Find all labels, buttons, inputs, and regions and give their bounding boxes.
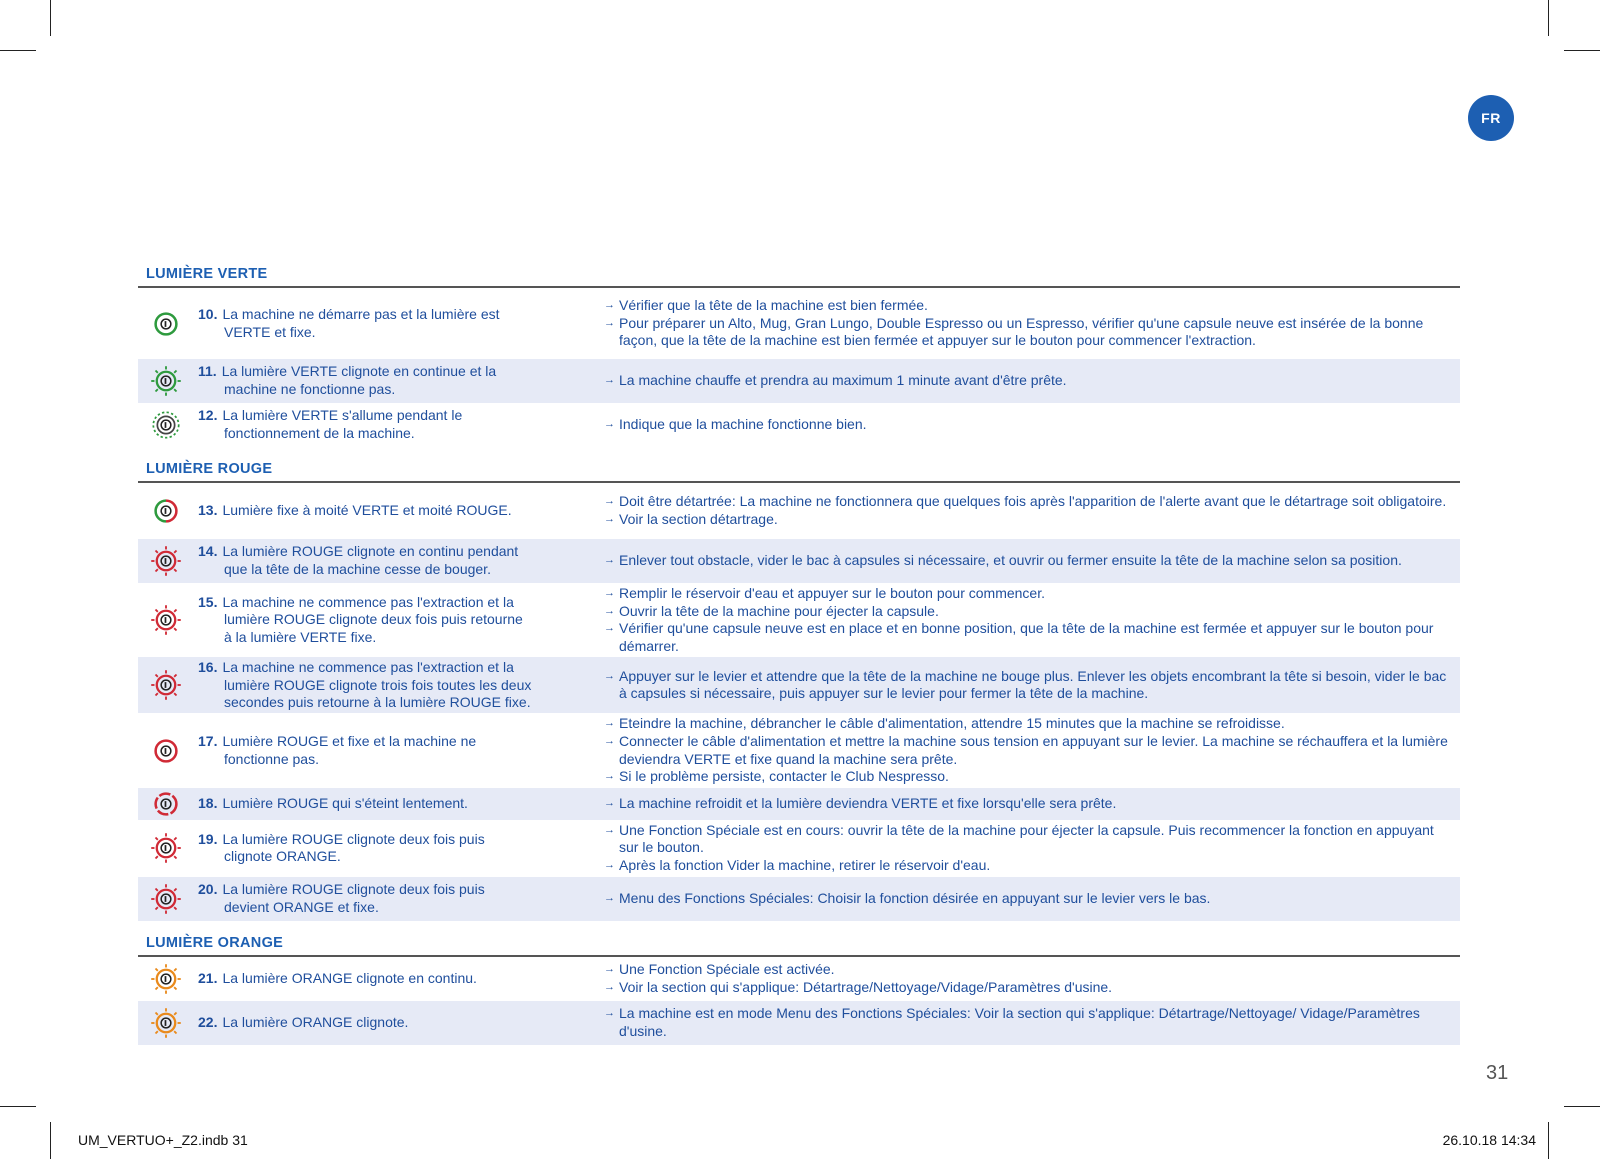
arrow-right-icon: → bbox=[604, 962, 615, 975]
table-row bbox=[138, 1001, 1460, 1045]
table-row bbox=[138, 403, 1460, 447]
problem-description bbox=[194, 363, 604, 398]
solution-item bbox=[604, 620, 1454, 655]
arrow-right-icon: → bbox=[604, 770, 615, 783]
table-row bbox=[138, 359, 1460, 403]
problem-number: 20. bbox=[198, 880, 218, 897]
problem-text: fonctionne pas. bbox=[224, 750, 319, 767]
problem-number: 13. bbox=[198, 502, 218, 519]
solution-item bbox=[604, 552, 1454, 570]
problem-number: 14. bbox=[198, 543, 218, 560]
table-row bbox=[138, 788, 1460, 820]
green-red-light-icon bbox=[138, 496, 194, 526]
table-row bbox=[138, 483, 1460, 539]
solution-item bbox=[604, 979, 1454, 997]
solution-text: Connecter le câble d'alimentation et mettre la machine sous tension en appuyant sur le levier. La machine se réchauffera et la lumière deviendra VERTE et fixe quand la machine sera prête. bbox=[619, 732, 1448, 767]
red-blink-icon bbox=[138, 884, 194, 914]
solution-item bbox=[604, 493, 1454, 511]
solution-text: Indique que la machine fonctionne bien. bbox=[619, 416, 867, 433]
problem-text: La machine ne commence pas l'extraction et la bbox=[222, 593, 514, 610]
problem-description bbox=[194, 306, 604, 341]
solution-text: Menu des Fonctions Spéciales: Choisir la fonction désirée en appuyant sur le levier vers le bas. bbox=[619, 889, 1211, 906]
arrow-right-icon: → bbox=[604, 587, 615, 599]
arrow-right-icon: → bbox=[604, 734, 615, 747]
red-blink-icon bbox=[138, 833, 194, 863]
solution-item bbox=[604, 715, 1454, 733]
solution-item bbox=[604, 585, 1454, 603]
solution-item bbox=[604, 768, 1454, 786]
solution-item bbox=[604, 822, 1454, 857]
problem-text: fonctionnement de la machine. bbox=[224, 425, 415, 441]
arrow-right-icon: → bbox=[604, 669, 615, 682]
table-row bbox=[138, 957, 1460, 1001]
solution-text: Une Fonction Spéciale est en cours: ouvrir la tête de la machine pour éjecter la capsule. Puis recommencer la fonction en appuyant sur le bouton. bbox=[619, 821, 1434, 856]
arrow-right-icon: → bbox=[604, 604, 615, 617]
problem-text: Lumière ROUGE et fixe et la machine ne bbox=[222, 732, 477, 749]
arrow-right-icon: → bbox=[604, 796, 615, 809]
problem-text: clignote ORANGE. bbox=[224, 848, 341, 865]
solution-item bbox=[604, 603, 1454, 621]
solution-item bbox=[604, 511, 1454, 529]
solution-text: Enlever tout obstacle, vider le bac à capsules si nécessaire, et ouvrir ou fermer ensuite la tête de la machine selon sa position. bbox=[619, 552, 1402, 569]
solution-list bbox=[604, 820, 1460, 877]
problem-text: La lumière VERTE s'allume pendant le bbox=[222, 407, 463, 424]
arrow-right-icon: → bbox=[604, 858, 615, 871]
arrow-right-icon: → bbox=[604, 554, 615, 567]
solution-list bbox=[604, 959, 1460, 998]
solution-list bbox=[604, 713, 1460, 787]
problem-description bbox=[194, 543, 604, 578]
arrow-right-icon: → bbox=[604, 513, 615, 525]
table-row bbox=[138, 583, 1460, 657]
solution-item bbox=[604, 668, 1454, 703]
solution-text: Après la fonction Vider la machine, retirer le réservoir d'eau. bbox=[619, 856, 991, 873]
solution-text: Vérifier que la tête de la machine est bien fermée. bbox=[619, 297, 928, 314]
solution-list bbox=[604, 888, 1460, 910]
problem-text: lumière ROUGE clignote trois fois toutes les deux bbox=[224, 676, 532, 693]
crop-mark bbox=[0, 50, 36, 51]
red-blink-icon bbox=[138, 605, 194, 635]
section-title: LUMIÈRE ROUGE bbox=[138, 457, 1460, 483]
solution-text: Doit être détartrée: La machine ne fonctionnera que quelques fois après l'apparition de l'alerte avant que le détartrage soit obligatoire. bbox=[619, 493, 1447, 510]
solution-text: Remplir le réservoir d'eau et appuyer sur le bouton pour commencer. bbox=[619, 585, 1045, 601]
orange-blink-icon bbox=[138, 964, 194, 994]
solution-text: Si le problème persiste, contacter le Club Nespresso. bbox=[619, 768, 949, 785]
solution-item bbox=[604, 733, 1454, 768]
problem-text: La lumière ROUGE clignote deux fois puis bbox=[222, 830, 485, 847]
problem-description bbox=[194, 795, 604, 813]
problem-description bbox=[194, 659, 604, 712]
solution-text: Voir la section détartrage. bbox=[619, 511, 778, 527]
problem-text: La lumière VERTE clignote en continue et la bbox=[221, 363, 497, 380]
problem-number: 11. bbox=[198, 363, 217, 380]
red-fading-icon bbox=[138, 789, 194, 819]
solution-item bbox=[604, 416, 1454, 434]
crop-mark bbox=[1548, 1122, 1549, 1159]
solution-item bbox=[604, 890, 1454, 908]
orange-blink-icon bbox=[138, 1008, 194, 1038]
troubleshooting-table bbox=[138, 262, 1460, 1045]
red-blink-icon bbox=[138, 670, 194, 700]
problem-number: 10. bbox=[198, 305, 218, 322]
problem-number: 12. bbox=[198, 407, 218, 424]
red-light-icon bbox=[138, 736, 194, 766]
table-row bbox=[138, 288, 1460, 359]
problem-number: 17. bbox=[198, 732, 218, 749]
problem-text: Lumière fixe à moité VERTE et moité ROUGE. bbox=[222, 502, 512, 519]
solution-list bbox=[604, 666, 1460, 705]
problem-number: 16. bbox=[198, 658, 218, 675]
arrow-right-icon: → bbox=[604, 980, 615, 993]
page-number: 31 bbox=[1486, 1062, 1509, 1084]
problem-text: VERTE et fixe. bbox=[224, 323, 316, 340]
arrow-right-icon: → bbox=[604, 1006, 615, 1019]
solution-list bbox=[604, 295, 1460, 352]
solution-text: Eteindre la machine, débrancher le câble d'alimentation, attendre 15 minutes que la machine se refroidisse. bbox=[619, 715, 1285, 732]
arrow-right-icon: → bbox=[604, 418, 615, 431]
crop-mark bbox=[1548, 0, 1549, 36]
problem-text: La machine ne commence pas l'extraction et la bbox=[222, 658, 514, 675]
problem-number: 22. bbox=[198, 1013, 218, 1030]
problem-text: La lumière ROUGE clignote en continu pendant bbox=[222, 543, 519, 560]
solution-list bbox=[604, 793, 1460, 815]
solution-item bbox=[604, 857, 1454, 875]
solution-list bbox=[604, 583, 1460, 657]
problem-description bbox=[194, 733, 604, 768]
problem-number: 18. bbox=[198, 794, 218, 811]
footer-file-slug: UM_VERTUO+_Z2.indb 31 bbox=[78, 1132, 248, 1148]
section-title: LUMIÈRE ORANGE bbox=[138, 931, 1460, 957]
solution-text: Une Fonction Spéciale est activée. bbox=[619, 960, 835, 977]
problem-description bbox=[194, 502, 604, 520]
green-light-icon bbox=[138, 309, 194, 339]
crop-mark bbox=[0, 1106, 36, 1107]
footer-date-slug: 26.10.18 14:34 bbox=[1442, 1132, 1536, 1148]
green-blink-icon bbox=[138, 366, 194, 396]
problem-number: 21. bbox=[198, 969, 218, 986]
table-row bbox=[138, 820, 1460, 877]
table-row bbox=[138, 657, 1460, 713]
problem-description bbox=[194, 1014, 604, 1032]
crop-mark bbox=[50, 0, 51, 36]
solution-text: Pour préparer un Alto, Mug, Gran Lungo, Double Espresso ou un Espresso, vérifier qu'une capsule neuve est insérée de la bonne façon, que la tête de la machine est bien fermée et appuyer sur le bouton pour commencer l'extraction. bbox=[619, 314, 1424, 349]
solution-text: La machine est en mode Menu des Fonctions Spéciales: Voir la section qui s'applique: Détartrage/Nettoyage/ Vidage/Paramètres d'usine. bbox=[619, 1004, 1420, 1039]
problem-number: 19. bbox=[198, 830, 218, 847]
crop-mark bbox=[1564, 1106, 1600, 1107]
green-rotating-icon bbox=[138, 410, 194, 440]
solution-text: La machine refroidit et la lumière deviendra VERTE et fixe lorsqu'elle sera prête. bbox=[619, 794, 1117, 811]
problem-text: machine ne fonctionne pas. bbox=[224, 381, 396, 397]
solution-list bbox=[604, 414, 1460, 436]
language-badge: FR bbox=[1468, 95, 1514, 141]
table-row bbox=[138, 877, 1460, 921]
problem-description bbox=[194, 881, 604, 916]
problem-text: La machine ne démarre pas et la lumière est bbox=[222, 305, 500, 322]
solution-item bbox=[604, 1005, 1454, 1040]
solution-list bbox=[604, 491, 1460, 530]
table-row bbox=[138, 713, 1460, 787]
problem-description bbox=[194, 594, 604, 647]
problem-text: que la tête de la machine cesse de bouger. bbox=[224, 561, 491, 577]
problem-text: à la lumière VERTE fixe. bbox=[224, 628, 377, 645]
problem-text: La lumière ORANGE clignote en continu. bbox=[222, 969, 477, 986]
arrow-right-icon: → bbox=[604, 374, 615, 387]
solution-text: Voir la section qui s'applique: Détartrage/Nettoyage/Vidage/Paramètres d'usine. bbox=[619, 978, 1113, 995]
problem-text: secondes puis retourne à la lumière ROUGE fixe. bbox=[224, 694, 531, 711]
problem-description bbox=[194, 831, 604, 866]
crop-mark bbox=[1564, 50, 1600, 51]
solution-text: Vérifier qu'une capsule neuve est en place et en bonne position, que la tête de la machine est fermée et appuyer sur le bouton pour démarrer. bbox=[619, 620, 1434, 654]
problem-text: devient ORANGE et fixe. bbox=[224, 898, 379, 915]
solution-list bbox=[604, 370, 1460, 392]
arrow-right-icon: → bbox=[604, 316, 615, 329]
problem-description bbox=[194, 407, 604, 442]
table-row bbox=[138, 539, 1460, 583]
solution-item bbox=[604, 297, 1454, 315]
arrow-right-icon: → bbox=[604, 891, 615, 904]
solution-item bbox=[604, 372, 1454, 390]
arrow-right-icon: → bbox=[604, 299, 615, 312]
solution-text: La machine chauffe et prendra au maximum 1 minute avant d'être prête. bbox=[619, 372, 1067, 389]
problem-text: La lumière ORANGE clignote. bbox=[222, 1013, 409, 1030]
solution-item bbox=[604, 795, 1454, 813]
arrow-right-icon: → bbox=[604, 622, 615, 635]
problem-description bbox=[194, 970, 604, 988]
arrow-right-icon: → bbox=[604, 823, 615, 836]
problem-text: La lumière ROUGE clignote deux fois puis bbox=[222, 880, 485, 897]
solution-list bbox=[604, 550, 1460, 572]
problem-text: lumière ROUGE clignote deux fois puis retourne bbox=[224, 611, 523, 628]
crop-mark bbox=[50, 1122, 51, 1159]
solution-list bbox=[604, 1003, 1460, 1042]
arrow-right-icon: → bbox=[604, 495, 615, 508]
solution-item bbox=[604, 961, 1454, 979]
solution-item bbox=[604, 315, 1454, 350]
red-blink-icon bbox=[138, 546, 194, 576]
solution-text: Appuyer sur le levier et attendre que la tête de la machine ne bouge plus. Enlever les objets encombrant la tête si besoin, vider le bac à capsules si nécessaire, puis appuyer sur le levier pour fermer la tête de la machine. bbox=[619, 667, 1447, 702]
problem-text: Lumière ROUGE qui s'éteint lentement. bbox=[222, 794, 468, 811]
problem-number: 15. bbox=[198, 593, 218, 610]
solution-text: Ouvrir la tête de la machine pour éjecter la capsule. bbox=[619, 602, 939, 619]
arrow-right-icon: → bbox=[604, 717, 615, 730]
section-title: LUMIÈRE VERTE bbox=[138, 262, 1460, 288]
